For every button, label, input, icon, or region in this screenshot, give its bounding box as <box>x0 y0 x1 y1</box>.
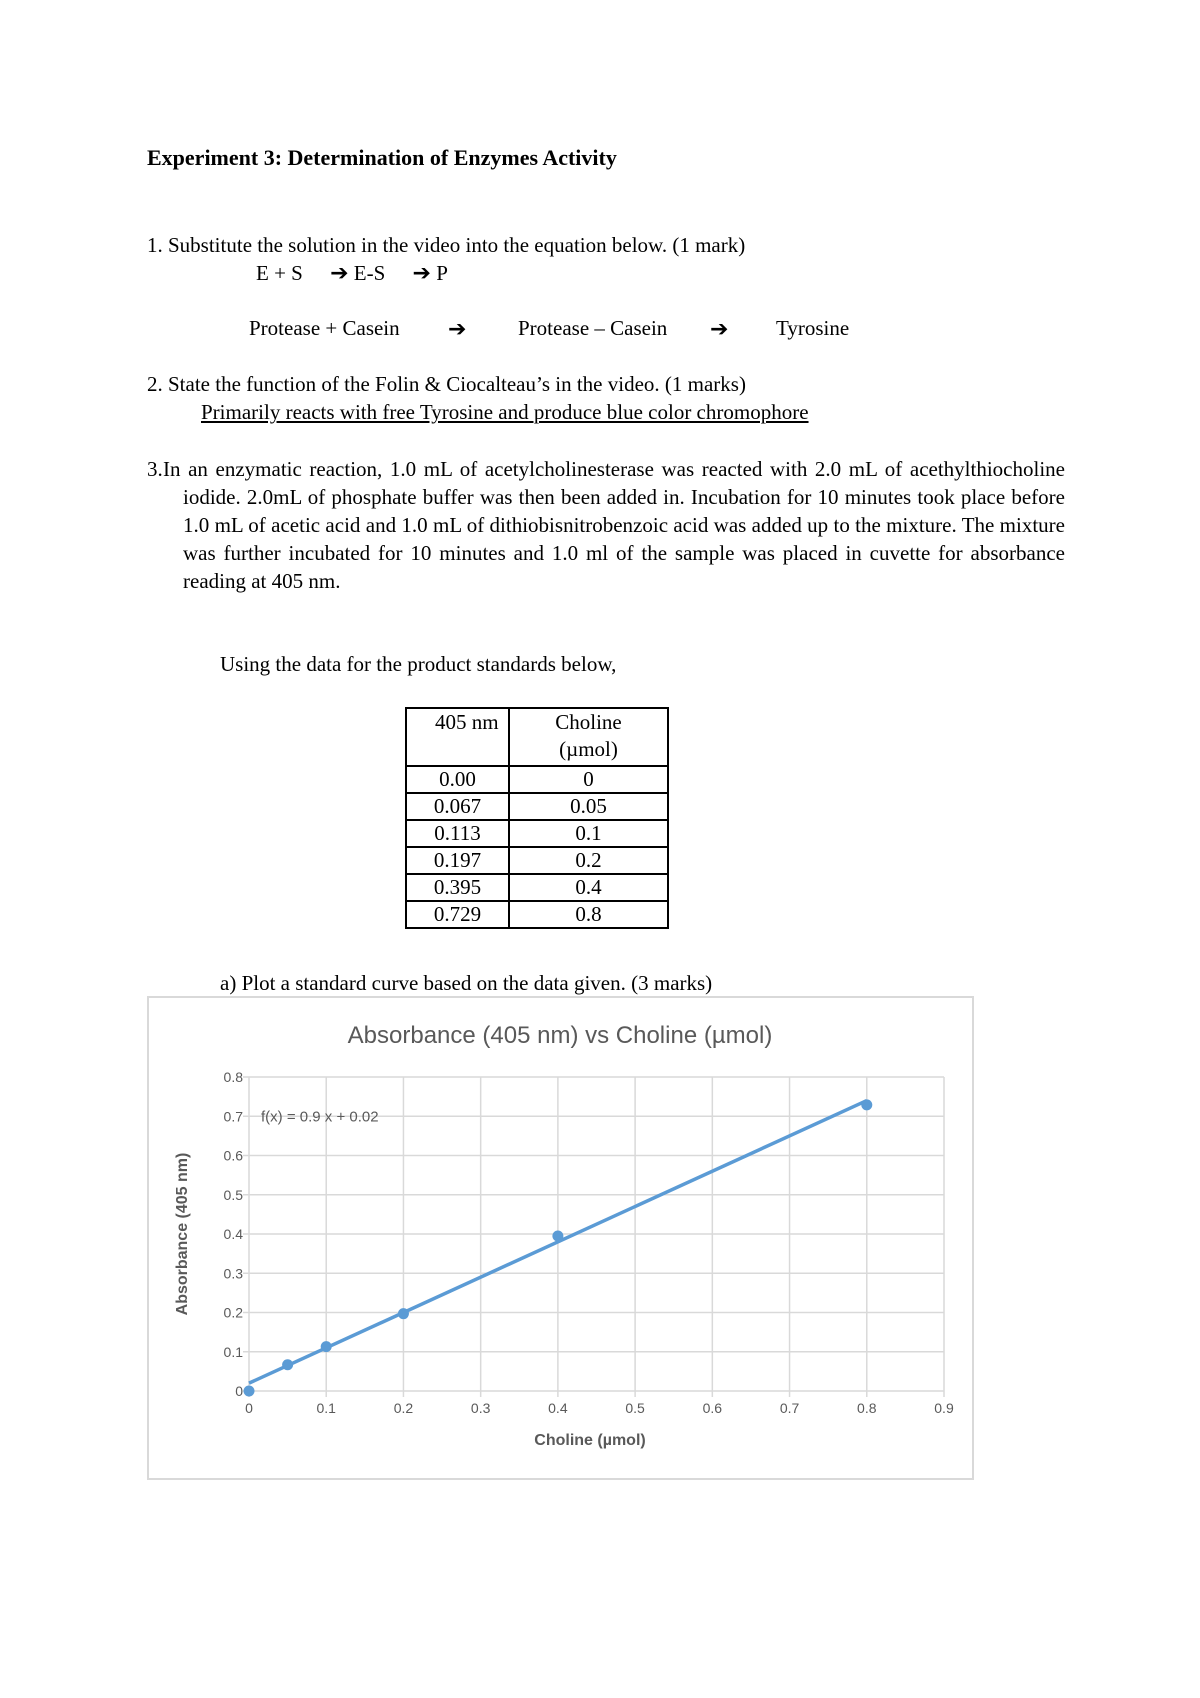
data-point <box>861 1099 872 1110</box>
table-row <box>406 874 668 901</box>
page-title: Experiment 3: Determination of Enzymes Activity <box>147 145 617 170</box>
table-row <box>406 766 668 793</box>
y-tick-label: 0.4 <box>223 1226 243 1242</box>
question-2 <box>147 372 746 397</box>
cell-absorbance: 0.729 <box>406 901 509 928</box>
part-a-prompt: a) Plot a standard curve based on the data given. (3 marks) <box>220 971 713 995</box>
cell-absorbance: 0.113 <box>406 820 509 847</box>
x-axis-label: Choline (µmol) <box>534 1432 646 1449</box>
table-intro: Using the data for the product standards below, <box>220 652 617 676</box>
table-row <box>406 820 668 847</box>
data-point <box>321 1341 332 1352</box>
chart-title: Absorbance (405 nm) vs Choline (µmol) <box>347 1022 773 1049</box>
data-point <box>552 1230 563 1241</box>
arrow-icon: ➔ <box>448 317 467 342</box>
cell-absorbance: 0.197 <box>406 847 509 874</box>
standards-table <box>405 707 669 929</box>
y-tick-label: 0.6 <box>223 1147 243 1164</box>
x-tick-label: 0 <box>245 1400 253 1416</box>
cell-absorbance: 0.395 <box>406 874 509 901</box>
y-tick-label: 0.1 <box>223 1343 243 1360</box>
cell-absorbance: 0.00 <box>406 766 509 793</box>
data-point <box>398 1308 409 1319</box>
x-tick-label: 0.5 <box>625 1400 645 1416</box>
table-header-row <box>406 708 668 766</box>
cell-absorbance: 0.067 <box>406 793 509 820</box>
x-tick-label: 0.9 <box>934 1400 954 1416</box>
question-2-number: 2. <box>147 372 163 396</box>
trendline-equation: f(x) = 0.9 x + 0.02 <box>261 1108 379 1126</box>
question-2-text: State the function of the Folin & Ciocalteau’s in the video. (1 marks) <box>168 372 746 396</box>
x-tick-label: 0.1 <box>316 1400 336 1416</box>
y-axis-ticks <box>224 1069 244 1399</box>
x-tick-label: 0.4 <box>548 1400 568 1416</box>
table-row <box>406 901 668 928</box>
question-1-text: Substitute the solution in the video into the equation below. (1 mark) <box>168 233 746 257</box>
cell-choline: 0.8 <box>509 901 668 928</box>
specific-term-product: Tyrosine <box>776 316 850 340</box>
specific-term-complex: Protease – Casein <box>518 316 668 340</box>
table-row <box>406 793 668 820</box>
header-absorbance: 405 nm <box>406 708 509 766</box>
equation-term: P <box>436 261 448 285</box>
chart-svg <box>149 998 972 1478</box>
y-tick-label: 0.5 <box>223 1186 243 1203</box>
y-tick-label: 0.7 <box>223 1108 243 1125</box>
header-choline: Choline (µmol) <box>509 708 668 766</box>
equation-term: E + S <box>256 261 303 285</box>
x-tick-label: 0.8 <box>857 1400 877 1416</box>
equation-term: E-S <box>353 261 386 285</box>
question-2-answer: Primarily reacts with free Tyrosine and produce blue color chromophore <box>201 400 809 424</box>
y-tick-label: 0.2 <box>223 1304 243 1321</box>
cell-choline: 0.2 <box>509 847 668 874</box>
arrow-icon: ➔ <box>412 261 431 286</box>
arrow-icon: ➔ <box>710 317 729 342</box>
data-point <box>244 1386 255 1397</box>
question-1-number: 1. <box>147 233 163 257</box>
cell-choline: 0.1 <box>509 820 668 847</box>
chart-container <box>147 996 974 1480</box>
data-point <box>282 1359 293 1370</box>
y-tick-label: 0.8 <box>223 1069 243 1085</box>
question-3 <box>147 455 1065 595</box>
x-tick-label: 0.3 <box>470 1400 491 1416</box>
x-tick-label: 0.6 <box>702 1400 723 1416</box>
x-tick-label: 0.7 <box>779 1400 800 1416</box>
question-3-text: In an enzymatic reaction, 1.0 mL of acetylcholinesterase was reacted with 2.0 mL of acethylthiocholine iodide. 2.0mL of phosphate buffer was then been added in. Incubation for 10 minutes took place before 1.0 mL of acetic acid and 1.0 mL of dithiobisnitrobenzoic acid was added up to the mixture. The mixture was further incubated for 10 minutes and 1.0 ml of the sample was placed in cuvette for absorbance reading at 405 nm. <box>163 457 1065 593</box>
y-tick-label: 0 <box>235 1383 243 1399</box>
cell-choline: 0.05 <box>509 793 668 820</box>
cell-choline: 0 <box>509 766 668 793</box>
generic-equation <box>256 261 448 286</box>
arrow-icon: ➔ <box>330 261 349 286</box>
specific-term-substrate: Protease + Casein <box>249 316 400 340</box>
table-row <box>406 847 668 874</box>
x-tick-label: 0.2 <box>393 1400 414 1416</box>
question-3-number: 3. <box>147 457 163 481</box>
cell-choline: 0.4 <box>509 874 668 901</box>
y-axis-label: Absorbance (405 nm) <box>174 1152 191 1316</box>
x-axis-ticks <box>245 1400 954 1416</box>
y-tick-label: 0.3 <box>223 1265 243 1282</box>
question-1 <box>147 233 745 258</box>
